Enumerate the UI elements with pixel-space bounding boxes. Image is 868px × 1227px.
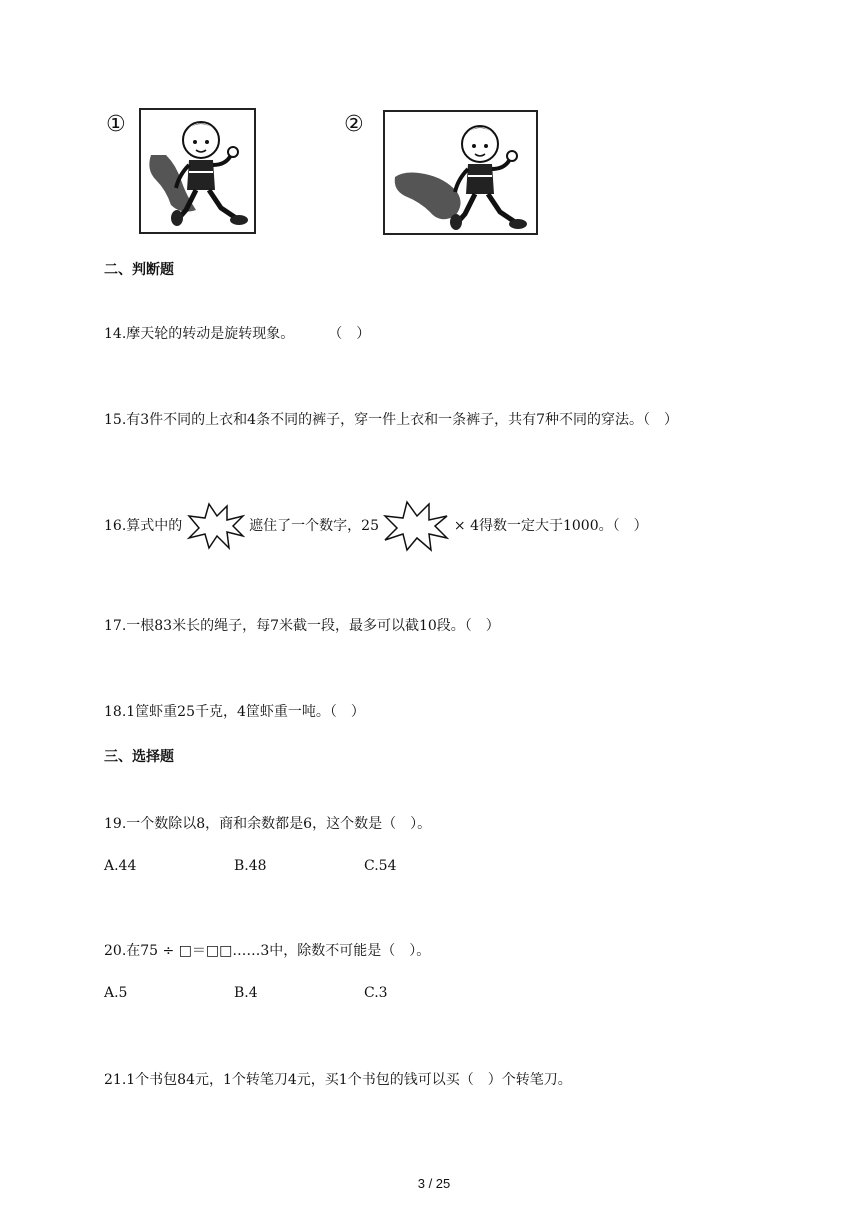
question-14-answer-paren: （ ）: [328, 326, 371, 342]
burst-shape-icon: [187, 502, 245, 550]
section-heading-judge: 二、判断题: [104, 262, 174, 278]
runner-illustration-2: [385, 112, 536, 233]
question-16-text-c: 25: [361, 518, 379, 534]
image-label-1: ①: [106, 112, 126, 137]
question-19-option-c[interactable]: C.54: [364, 858, 397, 874]
section-heading-choice: 三、选择题: [104, 749, 174, 765]
question-19-option-b[interactable]: B.48: [234, 858, 267, 874]
burst-shape-icon-2: [383, 500, 449, 552]
runner-image-1: [139, 108, 256, 234]
question-16-text-b: 遮住了一个数字，: [249, 518, 362, 534]
question-20-option-a[interactable]: A.5: [104, 985, 128, 1001]
question-20: 20.在75 ÷ □＝□□……3中，除数不可能是（ ）。: [104, 943, 431, 959]
question-21: 21.1个书包84元，1个转笔刀4元，买1个书包的钱可以买（ ）个转笔刀。: [104, 1072, 572, 1088]
question-20-option-c[interactable]: C.3: [364, 985, 388, 1001]
page-number: 3 / 25: [417, 1176, 451, 1191]
question-19-option-a[interactable]: A.44: [104, 858, 137, 874]
runner-illustration-1: [141, 110, 254, 232]
question-15: 15.有3件不同的上衣和4条不同的裤子，穿一件上衣和一条裤子，共有7种不同的穿法。（ ）: [104, 412, 678, 428]
question-18: 18.1筐虾重25千克，4筐虾重一吨。（ ）: [104, 704, 365, 720]
question-20-option-b[interactable]: B.4: [234, 985, 258, 1001]
runner-image-2: [383, 110, 538, 235]
question-14: [104, 325, 370, 343]
question-16: [104, 500, 648, 552]
question-14-text: 14.摩天轮的转动是旋转现象。: [104, 326, 295, 342]
question-19: 19.一个数除以8，商和余数都是6，这个数是（ ）。: [104, 816, 432, 832]
question-16-text-d: × 4得数一定大于1000。（ ）: [453, 518, 648, 534]
image-label-2: ②: [344, 112, 364, 137]
question-16-text-a: 16.算式中的: [104, 518, 183, 534]
question-17: 17.一根83米长的绳子，每7米截一段，最多可以截10段。（ ）: [104, 618, 500, 634]
